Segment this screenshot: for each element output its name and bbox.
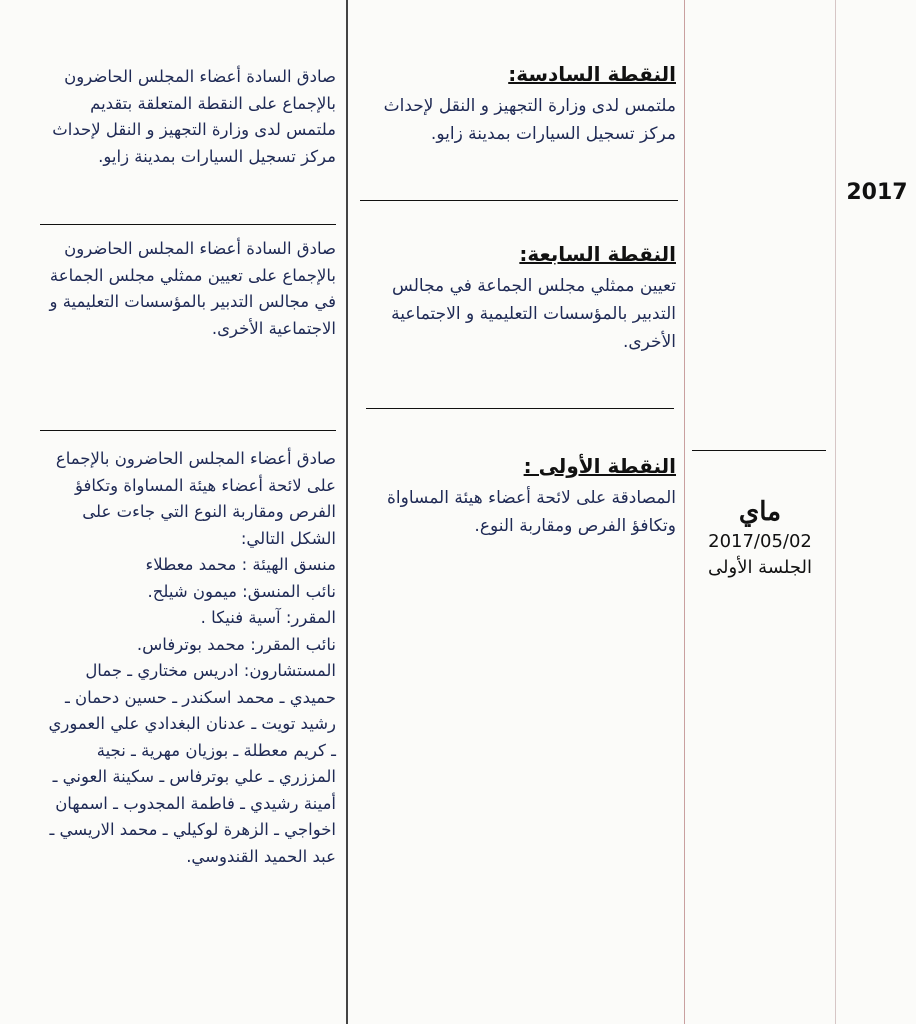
column-divider-2 bbox=[684, 0, 685, 1024]
agenda-point-1 bbox=[362, 452, 676, 540]
committee-rapporteur: المقرر: آسية فنيكا . bbox=[200, 608, 336, 627]
agenda-point-text: تعيين ممثلي مجلس الجماعة في مجالس التدبير بالمؤسسات التعليمية و الاجتماعية الأخرى. bbox=[391, 276, 676, 352]
session-date-block bbox=[690, 495, 830, 581]
agenda-point-6 bbox=[362, 60, 676, 148]
decision-intro: صادق أعضاء المجلس الحاضرون بالإجماع على لائحة أعضاء هيئة المساواة وتكافؤ الفرص ومقاربة النوع التي جاءت على الشكل التالي: bbox=[55, 449, 336, 548]
agenda-point-heading: النقطة السادسة: bbox=[508, 62, 676, 86]
agenda-point-text: ملتمس لدى وزارة التجهيز و النقل لإحداث مركز تسجيل السيارات بمدينة زايو. bbox=[383, 96, 676, 144]
separator-mid-1 bbox=[360, 200, 678, 201]
committee-coordinator: منسق الهيئة : محمد معطلاء bbox=[145, 555, 336, 574]
session-date: 2017/05/02 bbox=[708, 531, 812, 552]
separator-left-2 bbox=[40, 430, 336, 431]
agenda-point-text: المصادقة على لائحة أعضاء هيئة المساواة وتكافؤ الفرص ومقاربة النوع. bbox=[387, 488, 676, 536]
decision-1 bbox=[40, 64, 336, 170]
decision-text: صادق السادة أعضاء المجلس الحاضرون بالإجماع على تعيين ممثلي مجلس الجماعة في مجالس التدبير بالمؤسسات التعليمية و الاجتماعية الأخرى. bbox=[49, 239, 336, 338]
agenda-point-heading: النقطة الأولى : bbox=[523, 454, 676, 478]
separator-left-1 bbox=[40, 224, 336, 225]
committee-advisors: المستشارون: ادريس مختاري ـ جمال حميدي ـ محمد اسكندر ـ حسين دحمان ـ رشيد تويت ـ عدنان البغدادي علي العموري ـ كريم معطلة ـ بوزيان مهرية ـ نجية المززري ـ علي بوترفاس ـ سكينة العوني ـ أمينة رشيدي ـ فاطمة المجدوب ـ اسمهان اخواجي ـ الزهرة لوكيلي ـ محمد الاريسي ـ عبد الحميد القندوسي. bbox=[48, 661, 336, 866]
separator-mid-2 bbox=[366, 408, 674, 409]
agenda-point-heading: النقطة السابعة: bbox=[519, 242, 676, 266]
committee-deputy-rapporteur: نائب المقرر: محمد بوترفاس. bbox=[136, 634, 336, 654]
column-divider-3 bbox=[835, 0, 836, 1024]
agenda-point-7 bbox=[362, 240, 676, 356]
separator-date bbox=[692, 450, 826, 451]
session-month: ماي bbox=[738, 497, 782, 527]
decision-3 bbox=[40, 446, 336, 870]
decision-2 bbox=[40, 236, 336, 342]
column-divider-1 bbox=[346, 0, 348, 1024]
decision-text: صادق السادة أعضاء المجلس الحاضرون بالإجماع على النقطة المتعلقة بتقديم ملتمس لدى وزارة التجهيز و النقل لإحداث مركز تسجيل السيارات بمدينة زايو. bbox=[52, 67, 336, 166]
session-title: الجلسة الأولى bbox=[708, 557, 812, 578]
year-label: 2017 bbox=[846, 180, 908, 205]
committee-deputy-coordinator: نائب المنسق: ميمون شيلح. bbox=[147, 581, 336, 601]
